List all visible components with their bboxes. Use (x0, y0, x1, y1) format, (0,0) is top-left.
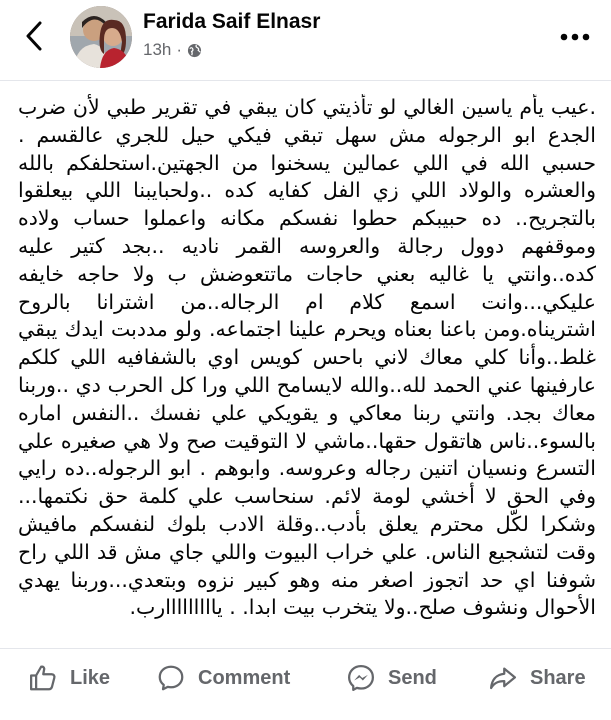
header-divider (0, 80, 611, 81)
back-button[interactable] (18, 18, 50, 54)
post-text: .عيب يأم ياسين الغالي لو تأذيتي كان يبقي في تقرير طبي لأن ضرب الجدع ابو الرجوله مش سهل تبقي فيكي حيل للجري عالقسم . حسبي الله في اللي عمالين يسخنوا من الجهتين.استحلفكم بالله والعشره والولاد اللي زي الفل كفايه كده ..ولحبايبنا اللي بيعلقوا بالتجريح.. ده حبيبكم حطوا نفسكم مكانه واعملوا حساب ولاده وموقفهم دوول رجالة والعروسه القمر ناديه ..بجد كتير عليه كده..وانتي يا غاليه بعني حاجات ماتتعوضش ب ولا حاجه خايفه عليكي...وانت اسمع كلام ام الرجاله..من اشترانا بالروح اشتريناه.ومن باعنا بعناه ويحرم علينا اجتماعه. ولو مددبت ايدك يبقي غلط..وأنا كلي معاك لاني باحس كويس اوي بالشفافيه اللي كلكم عارفينها عني الحمد لله..والله لايسامح اللي ورا كل الحرب دي ..وربنا معاك بجد. وانتي ربنا معاكي و يقويكي علي نفسك ..النفس اماره بالسوء..ناس هاتقول حقها..ماشي لا التوقيت صح ولا هي صغيره علي التسرع ونسيان اتنين رجاله وعروسه. وابوهم . ابو الرجوله..ده رايي وفي الحق لا أخشي لومة لائم. سنحاسب علي كلمة حق نكتمها... وشكرا لكّل محترم يعلق بأدب..وقلة الادب بلوك لنفسكم مافيش وقت لتشجيع الناس. علي خراب البيوت واللي جاي مش قد اللي راح شوفنا اي حد اتجوز اصغر منه وهو كبير نزوه وبتعدي...وربنا يهدي الأحوال ونشوف صلح..ولا يتخرب بيت ابدا. . يااااااااارب. (18, 95, 596, 620)
like-label: Like (70, 666, 111, 689)
send-label: Send (388, 666, 437, 689)
comment-label: Comment (198, 666, 291, 689)
post-header (0, 0, 611, 80)
more-options-button[interactable] (555, 22, 595, 52)
share-icon (488, 663, 518, 693)
chevron-left-icon (24, 20, 44, 52)
comment-icon (156, 663, 186, 693)
like-button[interactable] (28, 656, 110, 700)
messenger-icon (346, 663, 376, 693)
globe-icon[interactable] (187, 43, 202, 58)
send-button[interactable] (346, 656, 437, 700)
post-time[interactable]: 13h (143, 40, 172, 59)
meta-separator: · (176, 40, 183, 59)
actions-divider (0, 648, 611, 649)
share-button[interactable] (488, 656, 586, 700)
share-label: Share (530, 666, 586, 689)
comment-button[interactable] (156, 656, 290, 700)
avatar[interactable] (70, 6, 132, 68)
action-bar (0, 656, 611, 706)
more-horizontal-icon (560, 33, 590, 41)
post-meta (143, 40, 202, 60)
avatar-photo (70, 6, 132, 68)
author-name[interactable]: Farida Saif Elnasr (143, 10, 321, 33)
thumbs-up-icon (28, 663, 58, 693)
